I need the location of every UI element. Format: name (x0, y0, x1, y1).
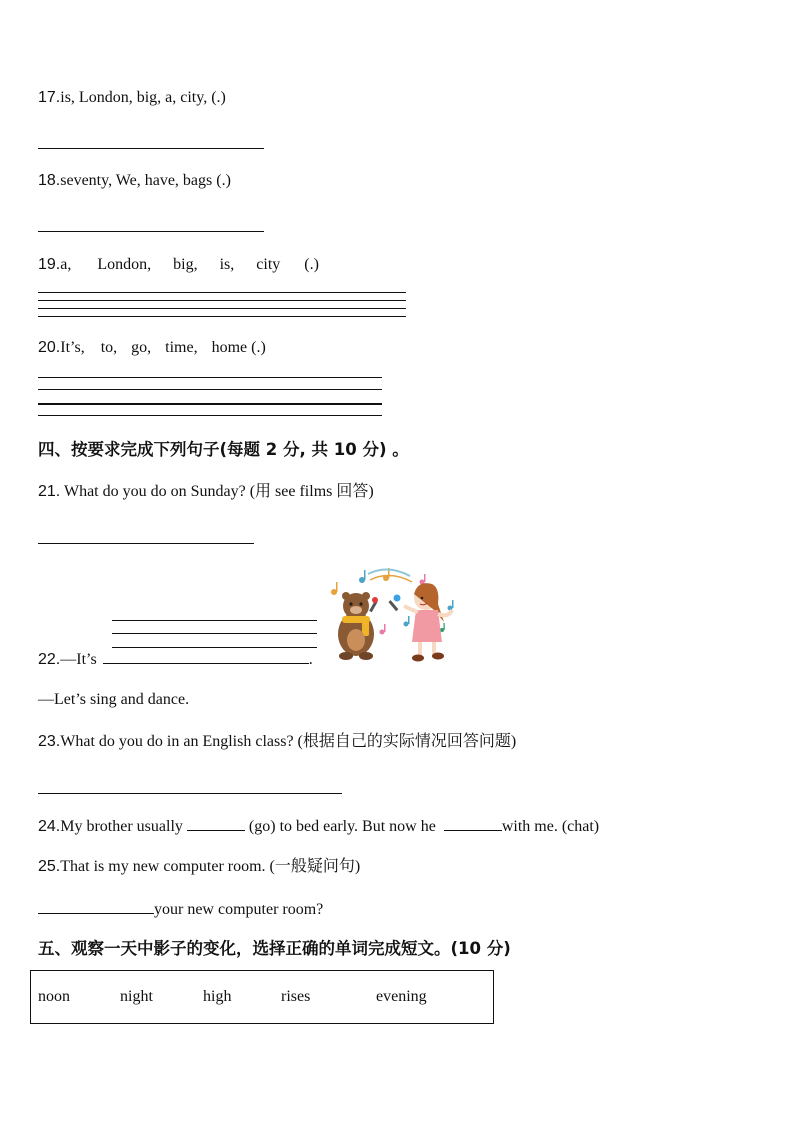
word: (.) (304, 256, 319, 273)
answer-line[interactable] (38, 403, 382, 405)
word: time, (165, 339, 198, 356)
word: a, (60, 256, 72, 273)
answer-line[interactable] (38, 543, 254, 544)
word-bank-item: evening (376, 988, 427, 1005)
question-18: 18.seventy, We, have, bags (.) (38, 172, 231, 189)
answer-blank[interactable] (444, 816, 502, 831)
answer-line[interactable] (38, 300, 406, 301)
answer-line[interactable] (112, 633, 317, 634)
word-bank-item: rises (281, 988, 311, 1005)
question-24: 24.My brother usually (go) to bed early. But now he with me. (chat) (38, 818, 600, 835)
word: It’s, (60, 339, 85, 356)
answer-line[interactable] (38, 148, 264, 149)
word: London, (97, 256, 152, 273)
word: big, (173, 256, 198, 273)
question-25-answer: your new computer room? (38, 899, 323, 920)
word-bank-box (30, 970, 494, 1024)
answer-line[interactable] (38, 377, 382, 378)
word: city (256, 256, 281, 273)
word: home (.) (211, 339, 266, 356)
question-17: 17.is, London, big, a, city, (.) (38, 89, 226, 106)
word: is, (219, 256, 235, 273)
bear-and-girl-singing-illustration (322, 560, 462, 668)
section-4-heading: 四、按要求完成下列句子(每题 2 分, 共 10 分) 。 (38, 440, 409, 459)
answer-line[interactable] (38, 389, 382, 390)
answer-blank[interactable] (38, 899, 154, 914)
question-22: 22.—It’s . (38, 651, 313, 668)
answer-line[interactable] (38, 793, 342, 794)
answer-line[interactable] (38, 415, 382, 416)
word-bank-item: noon (38, 988, 70, 1005)
answer-line[interactable] (38, 316, 406, 317)
word: go, (131, 339, 152, 356)
question-22-reply: —Let’s sing and dance. (38, 691, 190, 708)
word-bank-item: night (120, 988, 153, 1005)
word: to, (100, 339, 118, 356)
answer-line[interactable] (38, 231, 264, 232)
answer-blank[interactable] (103, 649, 309, 664)
answer-line[interactable] (112, 647, 317, 648)
question-23: 23.What do you do in an English class? (根据自己的实际情况回答问题) (38, 733, 517, 750)
question-21: 21. What do you do on Sunday? (用 see films 回答) (38, 483, 374, 500)
answer-line[interactable] (38, 308, 406, 309)
question-25: 25.That is my new computer room. (一般疑问句) (38, 858, 361, 875)
word-bank-item: high (203, 988, 232, 1005)
question-19: 19.a, London, big, is, city (.) (38, 256, 319, 273)
section-5-heading: 五、观察一天中影子的变化，选择正确的单词完成短文。(10 分) (38, 939, 511, 958)
answer-line[interactable] (112, 620, 317, 621)
question-20: 20.It’s, to, go, time, home (.) (38, 339, 266, 356)
answer-line[interactable] (38, 292, 406, 293)
answer-blank[interactable] (187, 816, 245, 831)
